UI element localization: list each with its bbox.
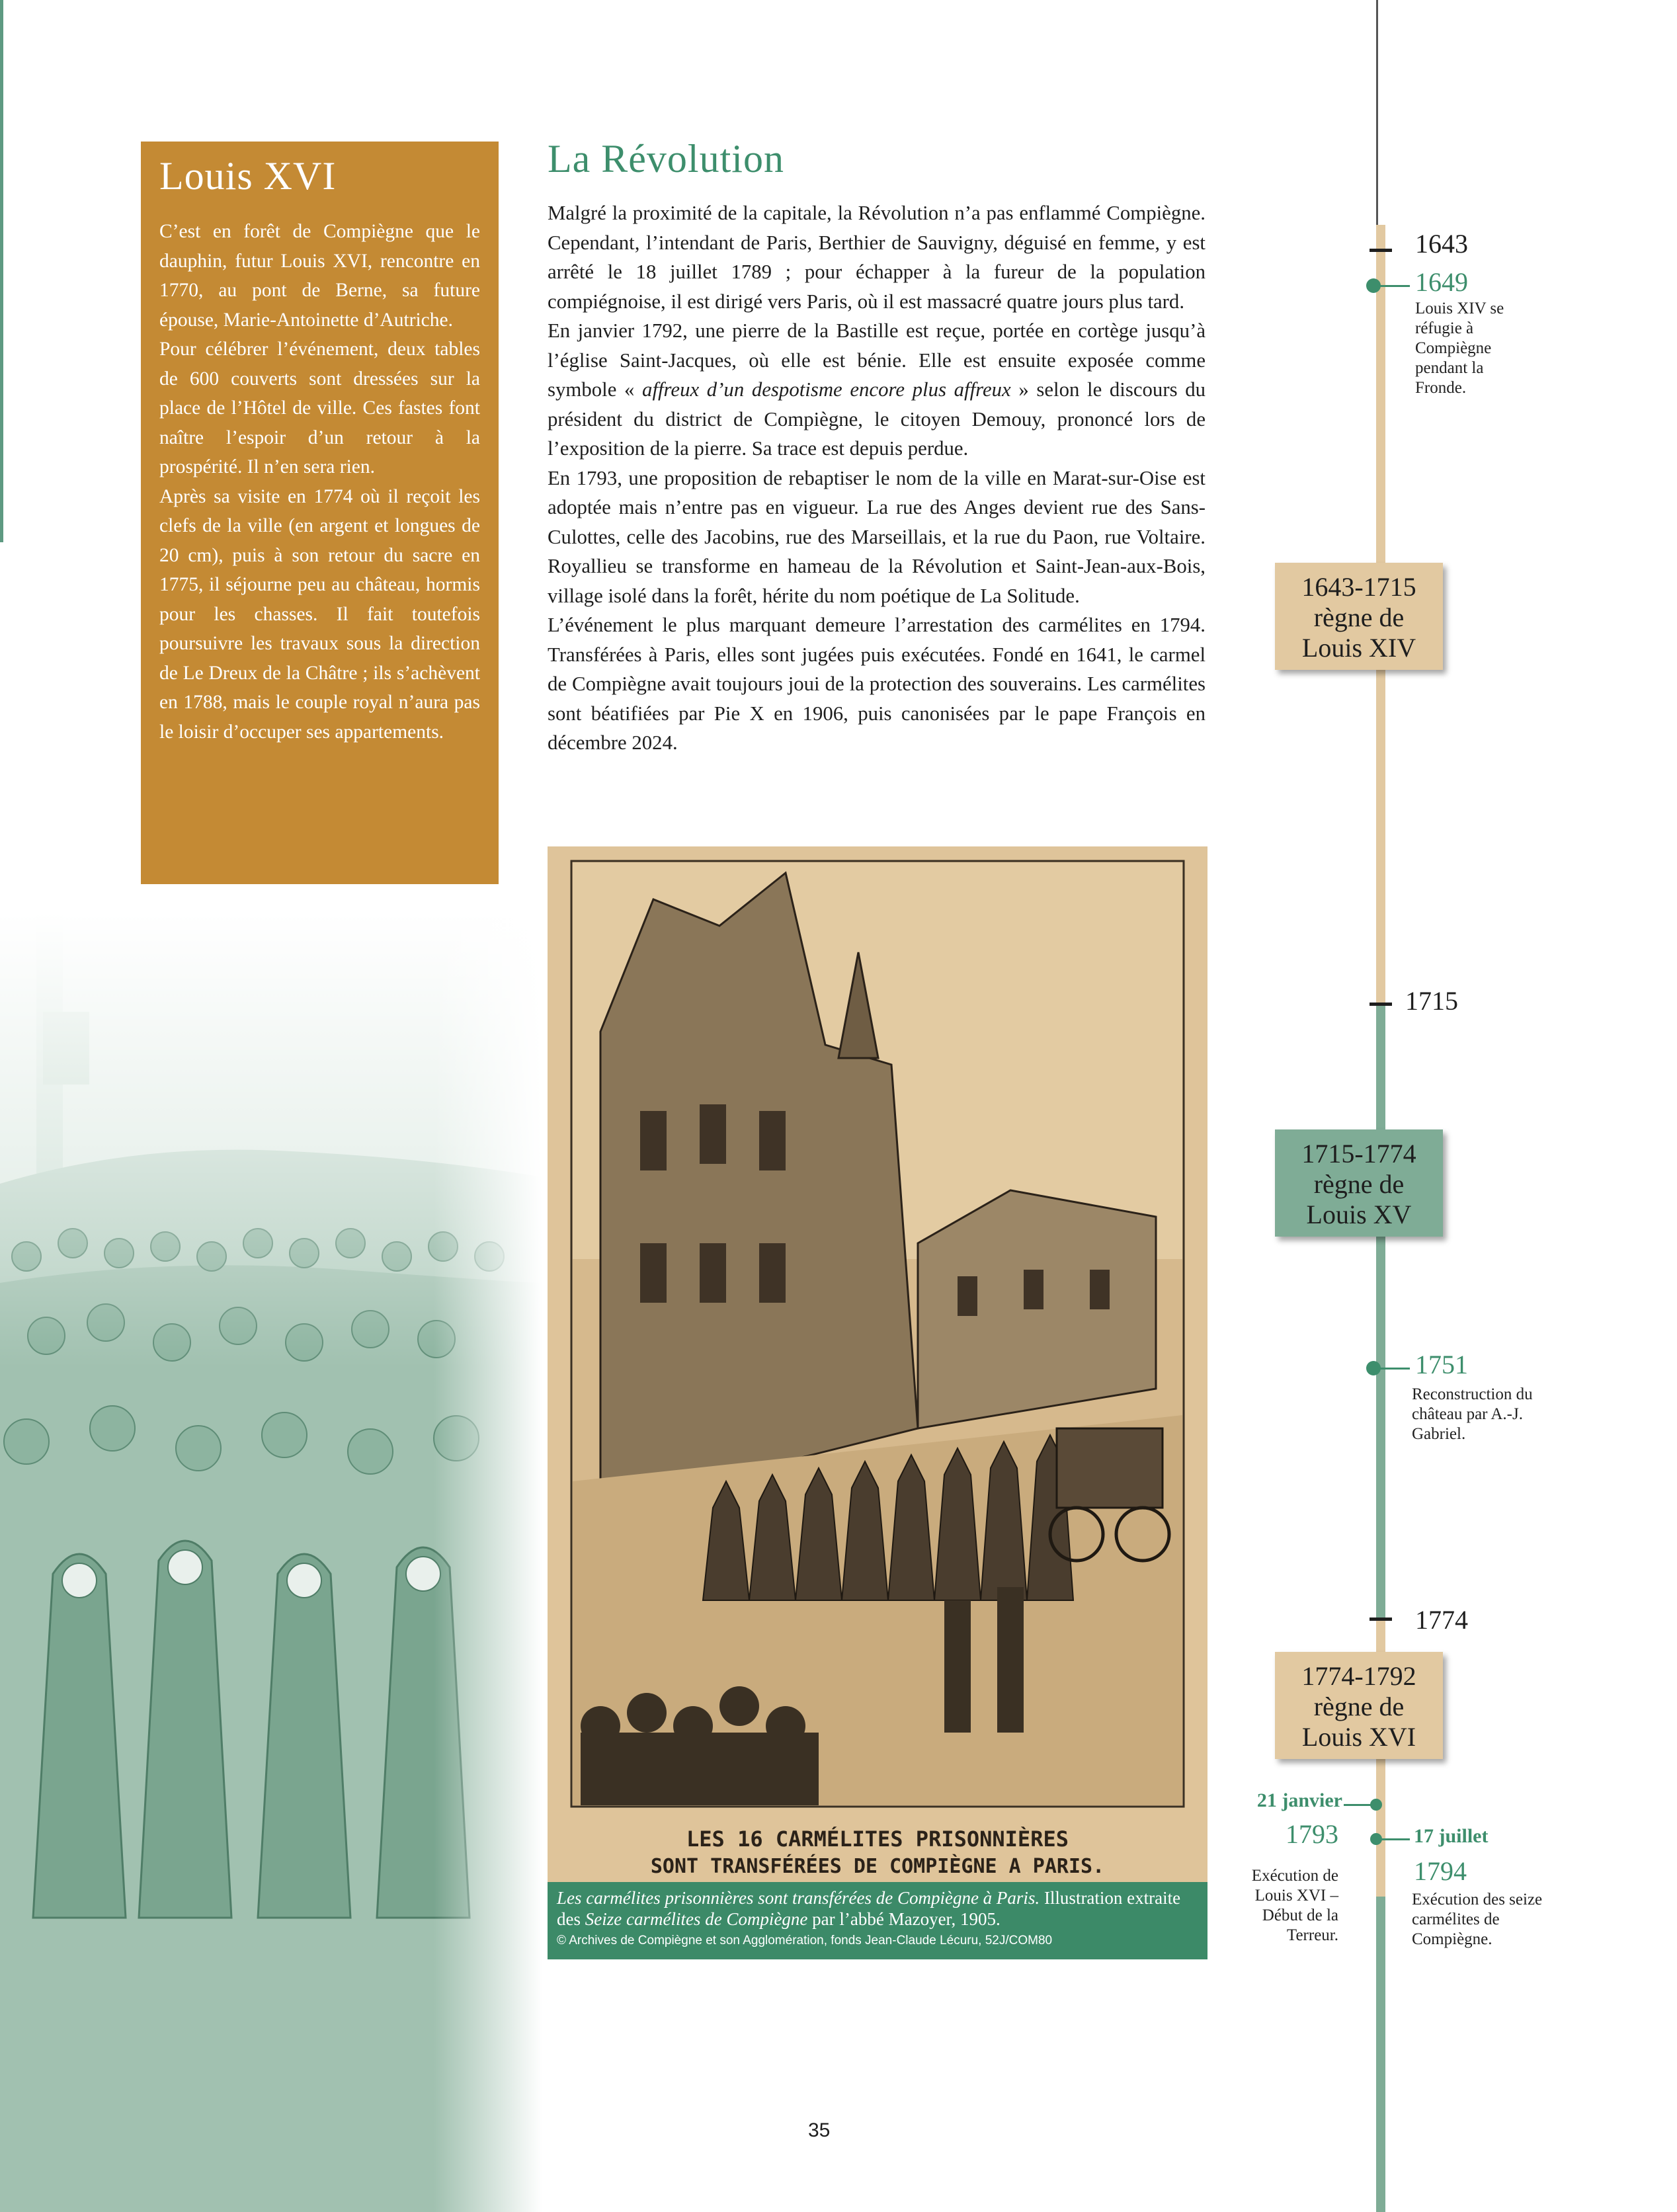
sidebar-paragraph: Pour célébrer l’événement, deux tables de 600 couverts sont dressées sur la place de l’Hôtel de ville. Ces fastes font naître l’espoir d’un retour à la prospérité. Il n’en sera rien. <box>159 339 480 477</box>
edge-bar <box>0 0 3 542</box>
sidebar-paragraph: Après sa visite en 1774 où il reçoit les clefs de la ville (en argent et longues de 20 cm), puis à son retour du sacre en 1775, il séjourne peu au château, hormis pour les chasses. Il fait toutefois poursuivre les travaux sous la direction de Le Dreux de la Châtre ; ils s’achèvent en 1788, mais le couple royal n’aura pas le loisir d’occuper ses appartements. <box>159 485 480 743</box>
connector-1794 <box>1379 1838 1410 1840</box>
year-1649: 1649 <box>1415 267 1468 297</box>
reign-louis-xv: 1715-1774 règne de Louis XV <box>1275 1129 1443 1237</box>
louis-xvi-sidebar <box>141 142 499 884</box>
article-title: La Révolution <box>548 137 784 181</box>
date-1793: 21 janvier <box>1256 1789 1342 1811</box>
figure-caption <box>548 1882 1207 1959</box>
article-quote: affreux d’un despotisme encore plus affreux <box>642 378 1011 401</box>
year-1793: 1793 <box>1286 1819 1338 1849</box>
engraving-title-line-1: LES 16 CARMÉLITES PRISONNIÈRES <box>686 1826 1069 1852</box>
dot-1751 <box>1366 1361 1381 1375</box>
crowd-illustration <box>0 913 542 2212</box>
caption-text: Les carmélites prisonnières sont transférées de Compiègne à Paris. Illustration extraite des Seize carmélites de Compiègne par l’abbé Mazoyer, 1905. <box>557 1888 1181 1929</box>
timeline-segment-louis-xv <box>1376 1004 1385 1619</box>
page-number: 35 <box>808 2119 831 2141</box>
year-1715: 1715 <box>1405 986 1458 1016</box>
date-1794: 17 juillet <box>1414 1825 1489 1847</box>
sidebar-title: Louis XVI <box>159 154 337 198</box>
year-1751: 1751 <box>1415 1350 1468 1379</box>
connector-1649 <box>1379 285 1410 287</box>
article-paragraph-4: L’événement le plus marquant demeure l’arrestation des carmélites en 1794. Transférées à Paris, elles sont jugées puis exécutées. Fondé en 1641, le carmel de Compiègne avait toujours joui de la protection des souverains. Les carmélites sont béatifiées par Pie X en 1906, puis canonisées par le pape François en décembre 2024. <box>548 614 1206 754</box>
sidebar-paragraph: C’est en forêt de Compiègne que le dauphin, futur Louis XVI, rencontre en 1770, au pont de Berne, sa future épouse, Marie-Antoinette d’Autriche. <box>159 221 480 331</box>
engraving-figure <box>548 846 1207 1885</box>
event-1794: Exécution des seize carmélites de Compiègne. <box>1412 1891 1543 1948</box>
connector-1793 <box>1344 1804 1375 1806</box>
engraving-title-line-2: SONT TRANSFÉRÉES DE COMPIÈGNE A PARIS. <box>650 1855 1105 1878</box>
revolution-article <box>548 139 1206 758</box>
article-paragraph-1: Malgré la proximité de la capitale, la Révolution n’a pas enflammé Compiègne. Cependant, l’intendant de Paris, Berthier de Sauvigny, déguisé en femme, y est arrêté le 18 juillet 1789 ; pour échapper à la fureur de la population compiégnoise, il est dirigé vers Paris, où il est massacré quatre jours plus tard. <box>548 202 1206 313</box>
dot-1649 <box>1366 278 1381 293</box>
article-paragraph-2: En janvier 1792, une pierre de la Bastille est reçue, portée en cortège jusqu’à l’église Saint-Jacques, où elle est bénie. Elle est ensuite exposée comme symbole « affreux d’un despotisme encore plus affreux » selon le discours du président du district de Compiègne, le citoyen Demouy, prononcé lors de l’exposition de la pierre. Sa trace est depuis perdue. <box>548 319 1206 460</box>
caption-credit: © Archives de Compiègne et son Agglomération, fonds Jean-Claude Lécuru, 52J/COM80 <box>557 1934 1053 1947</box>
tick-1774 <box>1370 1618 1392 1621</box>
reign-louis-xiv: 1643-1715 règne de Louis XIV <box>1275 563 1443 670</box>
tick-1715 <box>1370 1003 1392 1006</box>
event-1649: Louis XIV se réfugie à Compiègne pendant la Fronde. <box>1415 300 1504 397</box>
reign-louis-xvi: 1774-1792 règne de Louis XVI <box>1275 1652 1443 1759</box>
article-paragraph-3: En 1793, une proposition de rebaptiser le nom de la ville en Marat-sur-Oise est adoptée mais n’entre pas en vigueur. La rue des Anges devient rue des Sans-Culottes, celle des Jacobins, rue des Marseillais, et la rue du Paon, rue Voltaire. Royallieu se transforme en hameau de la Révolution et Saint-Jean-aux-Bois, village isolé dans la forêt, hérite du nom poétique de La Solitude. <box>548 466 1206 607</box>
year-1794: 1794 <box>1414 1856 1467 1886</box>
event-1751: Reconstruction du château par A.-J. Gabriel. <box>1412 1385 1533 1443</box>
connector-1751 <box>1379 1368 1410 1370</box>
timeline-rule <box>1376 0 1378 225</box>
tick-1643 <box>1370 249 1392 252</box>
year-1643: 1643 <box>1415 229 1468 259</box>
engraving-illustration <box>548 846 1207 1885</box>
timeline-segment-after <box>1376 1897 1385 2212</box>
event-1793: Exécution de Louis XVI – Début de la Terreur. <box>1251 1867 1338 1944</box>
year-1774: 1774 <box>1415 1605 1468 1635</box>
